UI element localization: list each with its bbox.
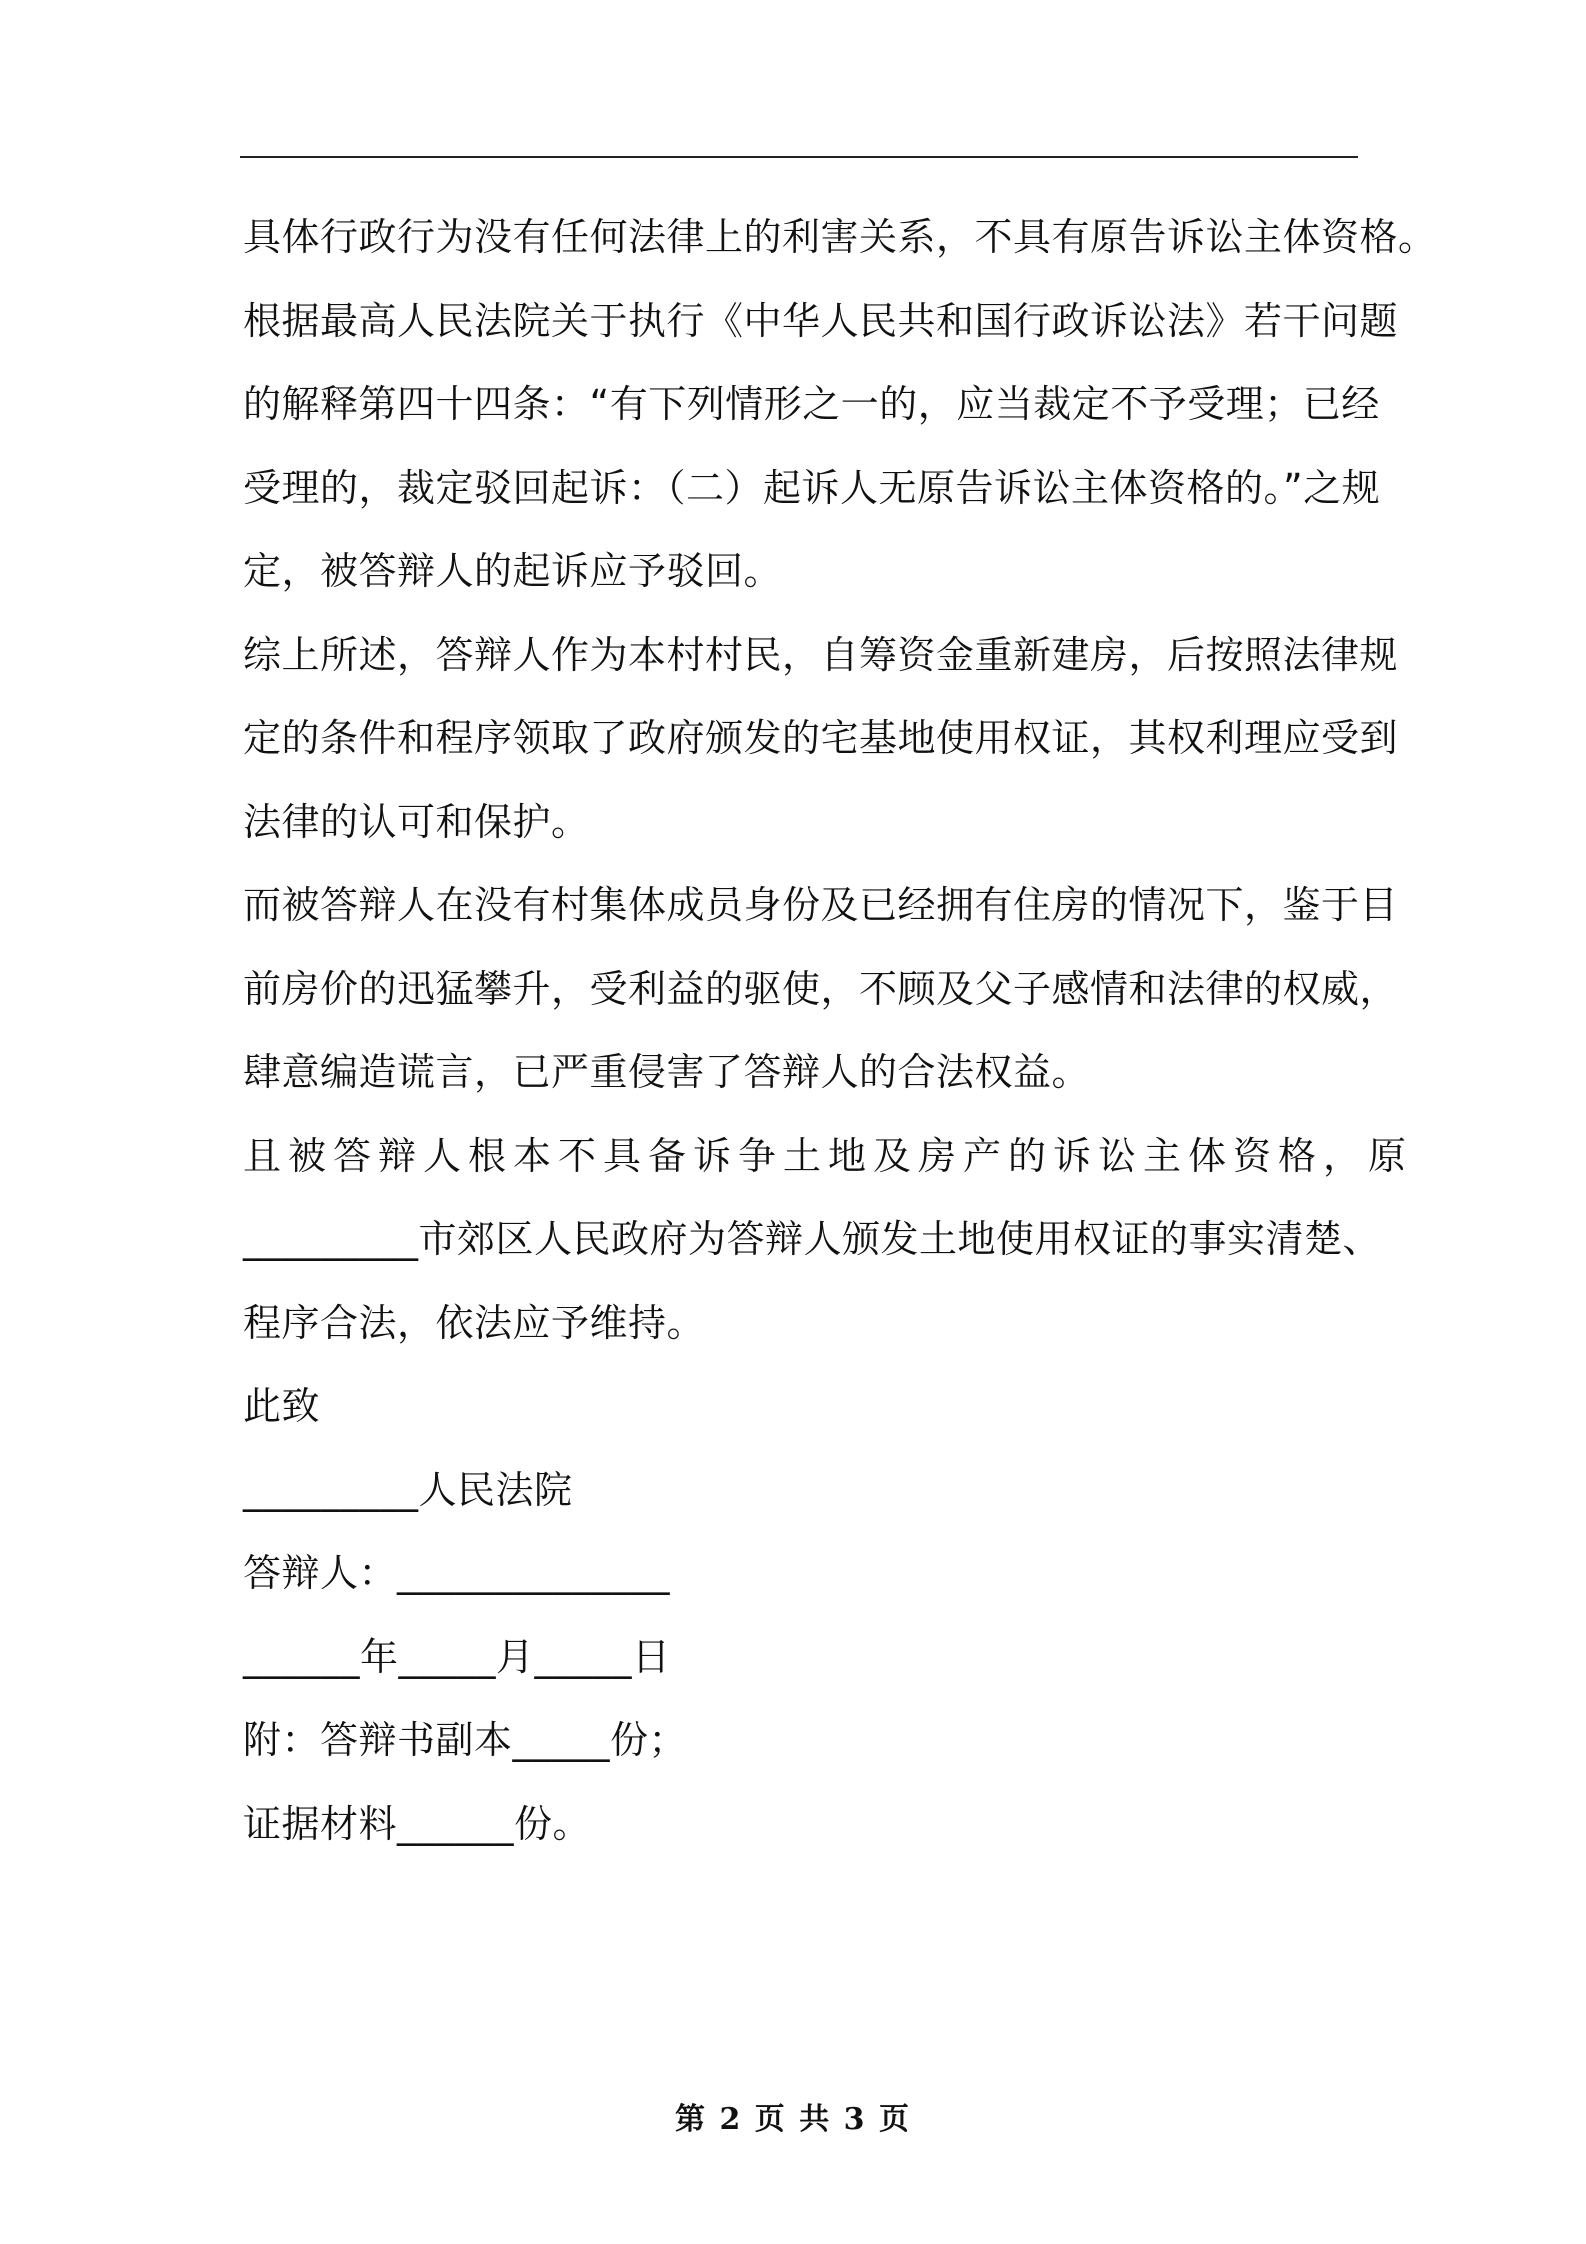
court-addressee: _________人民法院 (243, 1467, 573, 1512)
date-line: ______年_____月_____日 (243, 1634, 671, 1679)
text-line: 根据最高人民法院关于执行《中华人民共和国行政诉讼法》若干问题 (243, 298, 1399, 343)
text-line: 定的条件和程序领取了政府颁发的宅基地使用权证，其权利理应受到 (243, 716, 1399, 760)
document-body (243, 196, 1437, 1866)
respondent-signature: 答辩人：______________ (243, 1551, 671, 1595)
text-line: 法律的认可和保护。 (243, 799, 590, 844)
text-line: 定，被答辩人的起诉应予驳回。 (243, 549, 783, 593)
text-line: 综上所述，答辩人作为本村村民，自筹资金重新建房，后按照法律规 (243, 632, 1399, 677)
text-line: 程序合法，依法应予维持。 (243, 1300, 706, 1345)
page-number: 第 2 页 共 3 页 (675, 2102, 911, 2137)
text-line: 而被答辩人在没有村集体成员身份及已经拥有住房的情况下，鉴于目 (243, 883, 1399, 927)
text-line: 前房价的迅猛攀升，受利益的驱使，不顾及父子感情和法律的权威， (243, 966, 1399, 1011)
text-line: 且被答辩人根本不具备诉争土地及房产的诉讼主体资格，原 (243, 1133, 1414, 1178)
attachment-copies: 附：答辩书副本_____份； (243, 1718, 688, 1762)
text-line: 具体行政行为没有任何法律上的利害关系，不具有原告诉讼主体资格。 (243, 215, 1437, 259)
header-divider (240, 156, 1358, 158)
text-line: 肆意编造谎言，已严重侵害了答辩人的合法权益。 (243, 1050, 1091, 1094)
text-line: 受理的，裁定驳回起诉：（二）起诉人无原告诉讼主体资格的。”之规 (243, 465, 1381, 510)
attachment-evidence: 证据材料______份。 (243, 1801, 592, 1846)
text-line: _________市郊区人民政府为答辩人颁发土地使用权证的事实清楚、 (243, 1217, 1382, 1261)
text-line: 的解释第四十四条：“有下列情形之一的，应当裁定不予受理；已经 (243, 382, 1380, 426)
salutation: 此致 (243, 1384, 321, 1428)
